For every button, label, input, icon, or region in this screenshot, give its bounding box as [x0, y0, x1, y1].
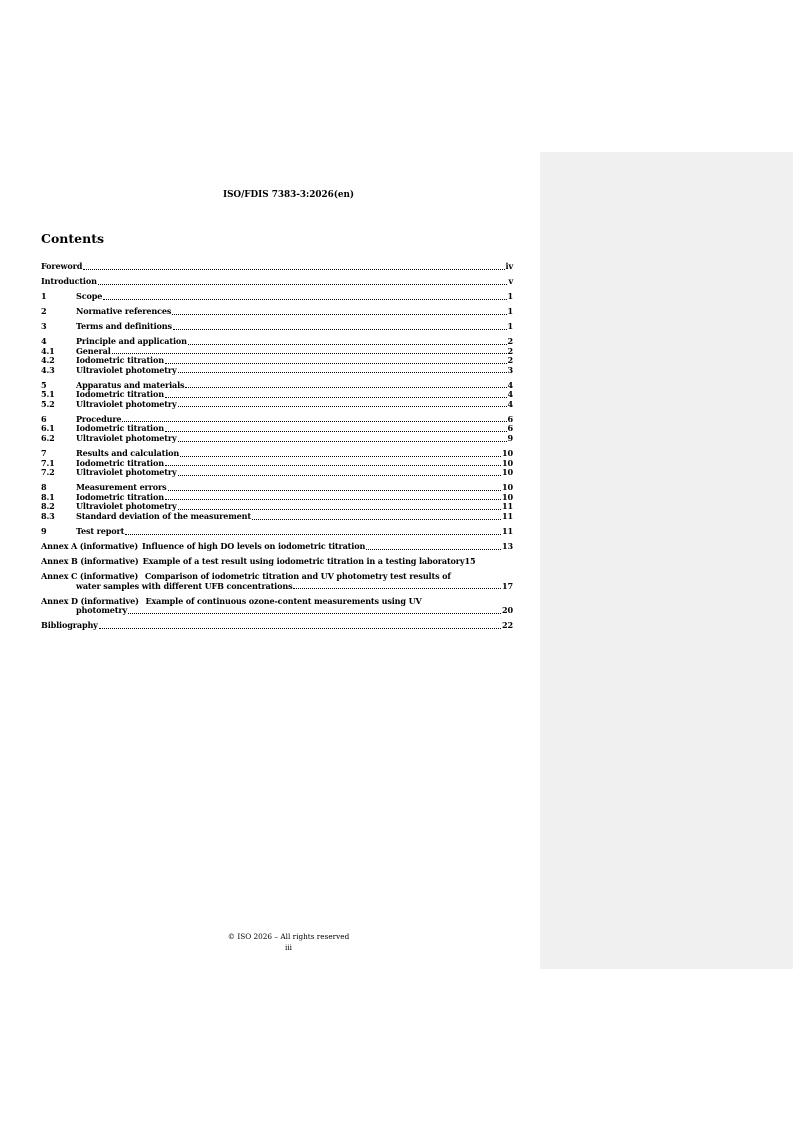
annex-continuation-line	[41, 582, 513, 592]
annex-title: Example of a test result using iodometric titration in a testing laboratory	[142, 555, 465, 566]
toc-entry-title: Bibliography	[41, 620, 98, 631]
toc-entry-number: 5.1	[41, 389, 55, 400]
toc-entry-title: Ultraviolet photometry	[76, 501, 177, 512]
dot-leader	[366, 542, 501, 550]
toc-entry-page: 4	[507, 398, 513, 409]
toc-entry-page: 10	[502, 457, 513, 468]
page-footer	[0, 932, 577, 953]
dot-leader	[168, 483, 501, 491]
toc-entry[interactable]	[41, 262, 513, 272]
toc-entry-number: 7.1	[41, 457, 55, 468]
toc-entry-title: Iodometric titration	[76, 389, 164, 400]
toc-entry-page: v	[508, 275, 513, 286]
dot-leader	[165, 458, 501, 466]
annex-prefix: Annex C (informative)	[41, 570, 139, 581]
dot-leader	[125, 527, 501, 535]
toc-entry-page: 10	[502, 467, 513, 478]
toc-entry-number: 6.1	[41, 423, 55, 434]
toc-entry-title: Results and calculation	[76, 448, 180, 459]
dot-leader	[165, 356, 507, 364]
toc-entry-number: 8.2	[41, 501, 55, 512]
toc-entry-title: Introduction	[41, 275, 97, 286]
toc-entry-number: 7.2	[41, 467, 55, 478]
toc-entry-page: 10	[502, 482, 513, 493]
toc-entry-page: 11	[502, 501, 513, 512]
toc-entry-number: 6.2	[41, 433, 55, 444]
dot-leader	[178, 365, 507, 373]
toc-annex-entry[interactable]	[41, 557, 513, 567]
toc-entry-number: 4.1	[41, 345, 55, 356]
toc-entry-title: Ultraviolet photometry	[76, 364, 177, 375]
dot-leader	[252, 512, 501, 520]
toc-entry-page: 10	[502, 491, 513, 502]
dot-leader	[180, 449, 501, 457]
toc-entry-title: Ultraviolet photometry	[76, 433, 177, 444]
dot-leader	[103, 292, 506, 300]
toc-entry-page: 4	[507, 389, 513, 400]
toc-annex-entry[interactable]	[41, 597, 513, 616]
toc-entry-number: 4.3	[41, 364, 55, 375]
toc-entry-title: Standard deviation of the measurement	[76, 510, 251, 521]
toc-entry-number: 9	[41, 525, 47, 536]
toc-entry-number: 2	[41, 305, 47, 316]
dot-leader	[83, 262, 504, 270]
toc-entry-page: 2	[507, 335, 513, 346]
annex-title: Influence of high DO levels on iodometric titration	[142, 540, 366, 551]
contents-heading: Contents	[41, 231, 105, 246]
toc-entry-number: 6	[41, 413, 47, 424]
dot-leader	[185, 380, 506, 388]
toc-entry-number: 8.1	[41, 491, 55, 502]
toc-entry[interactable]	[41, 468, 513, 478]
toc-entry-page: 1	[507, 290, 513, 301]
dot-leader	[293, 581, 501, 589]
toc-entry-title: Terms and definitions	[76, 320, 172, 331]
toc-entry-title: Measurement errors	[76, 482, 167, 493]
toc-entry-title: Ultraviolet photometry	[76, 467, 177, 478]
toc-annex-entry[interactable]	[41, 572, 513, 591]
toc-entry-number: 1	[41, 290, 47, 301]
toc-entry[interactable]	[41, 337, 513, 347]
dot-leader	[99, 621, 501, 629]
toc-entry-page: 1	[507, 320, 513, 331]
toc-entry-title: Iodometric titration	[76, 457, 164, 468]
toc-entry-page: 11	[502, 510, 513, 521]
toc-entry[interactable]	[41, 527, 513, 537]
annex-prefix: Annex A (informative)	[41, 540, 139, 551]
toc-entry[interactable]	[41, 512, 513, 522]
toc-entry-title: Ultraviolet photometry	[76, 398, 177, 409]
toc-entry-page: 20	[502, 605, 513, 616]
toc-entry-number: 3	[41, 320, 47, 331]
toc-entry-page: 15	[464, 555, 476, 566]
toc-entry-number: 5.2	[41, 398, 55, 409]
dot-leader	[173, 322, 507, 330]
toc-entry-title: Procedure	[76, 413, 122, 424]
toc-entry-page: 22	[502, 620, 513, 631]
toc-entry-page: 2	[507, 345, 513, 356]
toc-entry-number: 5	[41, 379, 47, 390]
dot-leader	[172, 307, 506, 315]
toc-entry-title: Apparatus and materials	[76, 379, 185, 390]
dot-leader	[165, 492, 501, 500]
annex-title-continued: water samples with different UFB concentrations	[76, 580, 293, 591]
toc-entry-page: 2	[507, 355, 513, 366]
toc-entry[interactable]	[41, 277, 513, 287]
toc-entry-title: Iodometric titration	[76, 491, 164, 502]
dot-leader	[178, 468, 501, 476]
toc-entry[interactable]	[41, 366, 513, 376]
toc-entry-number: 8.3	[41, 510, 55, 521]
page-number: iii	[284, 942, 292, 952]
toc-entry-page: 9	[507, 433, 513, 444]
dot-leader	[165, 424, 507, 432]
annex-continuation-line	[41, 606, 513, 616]
toc-entry-title: Principle and application	[76, 335, 187, 346]
dot-leader	[178, 399, 507, 407]
toc-entry-title: Foreword	[41, 261, 83, 271]
dot-leader	[165, 390, 507, 398]
toc-entry-title: General	[76, 345, 111, 356]
toc-entry-page: 13	[502, 540, 513, 551]
toc-entry-page: 4	[507, 379, 513, 390]
toc-entry[interactable]	[41, 434, 513, 444]
dot-leader	[188, 337, 507, 345]
toc-entry-page: 6	[507, 413, 513, 424]
toc-entry[interactable]	[41, 400, 513, 410]
toc-entry-number: 4	[41, 335, 47, 346]
toc-entry-number: 8	[41, 482, 47, 493]
annex-title: Comparison of iodometric titration and UV photometry test results of	[144, 570, 451, 581]
toc-entry-page: 3	[507, 364, 513, 375]
annex-prefix: Annex B (informative)	[41, 555, 139, 566]
dot-leader	[122, 414, 506, 422]
dot-leader	[98, 277, 508, 285]
dot-leader	[112, 346, 507, 354]
toc-entry[interactable]	[41, 322, 513, 332]
toc-entry-title: Iodometric titration	[76, 423, 164, 434]
table-of-contents	[41, 262, 513, 631]
annex-title: Example of continuous ozone-content measurements using UV	[145, 595, 422, 606]
copyright-notice: © ISO 2026 – All rights reserved	[227, 932, 350, 941]
toc-entry-title: Normative references	[76, 305, 172, 316]
toc-entry-number: 4.2	[41, 355, 55, 366]
toc-entry-bibliography[interactable]	[41, 621, 513, 631]
dot-leader	[128, 606, 501, 614]
comment-pane	[540, 152, 793, 969]
toc-entry-page: 11	[502, 525, 513, 536]
dot-leader	[178, 434, 507, 442]
document-id-header: ISO/FDIS 7383-3:2026(en)	[222, 190, 355, 200]
dot-leader	[178, 502, 501, 510]
toc-entry-title: Scope	[76, 290, 103, 301]
toc-entry-title: Test report	[76, 525, 125, 536]
annex-prefix: Annex D (informative)	[41, 595, 139, 606]
toc-entry[interactable]	[41, 307, 513, 317]
toc-entry-title: Iodometric titration	[76, 355, 164, 366]
toc-entry-page: 1	[507, 305, 513, 316]
toc-entry-page: 17	[502, 580, 513, 591]
annex-title-continued: photometry	[76, 605, 127, 616]
toc-entry[interactable]	[41, 292, 513, 302]
toc-entry-page: iv	[505, 261, 513, 271]
toc-entry-page: 6	[507, 423, 513, 434]
toc-entry-page: 10	[502, 448, 513, 459]
toc-entry-number: 7	[41, 448, 47, 459]
toc-annex-entry[interactable]	[41, 542, 513, 552]
